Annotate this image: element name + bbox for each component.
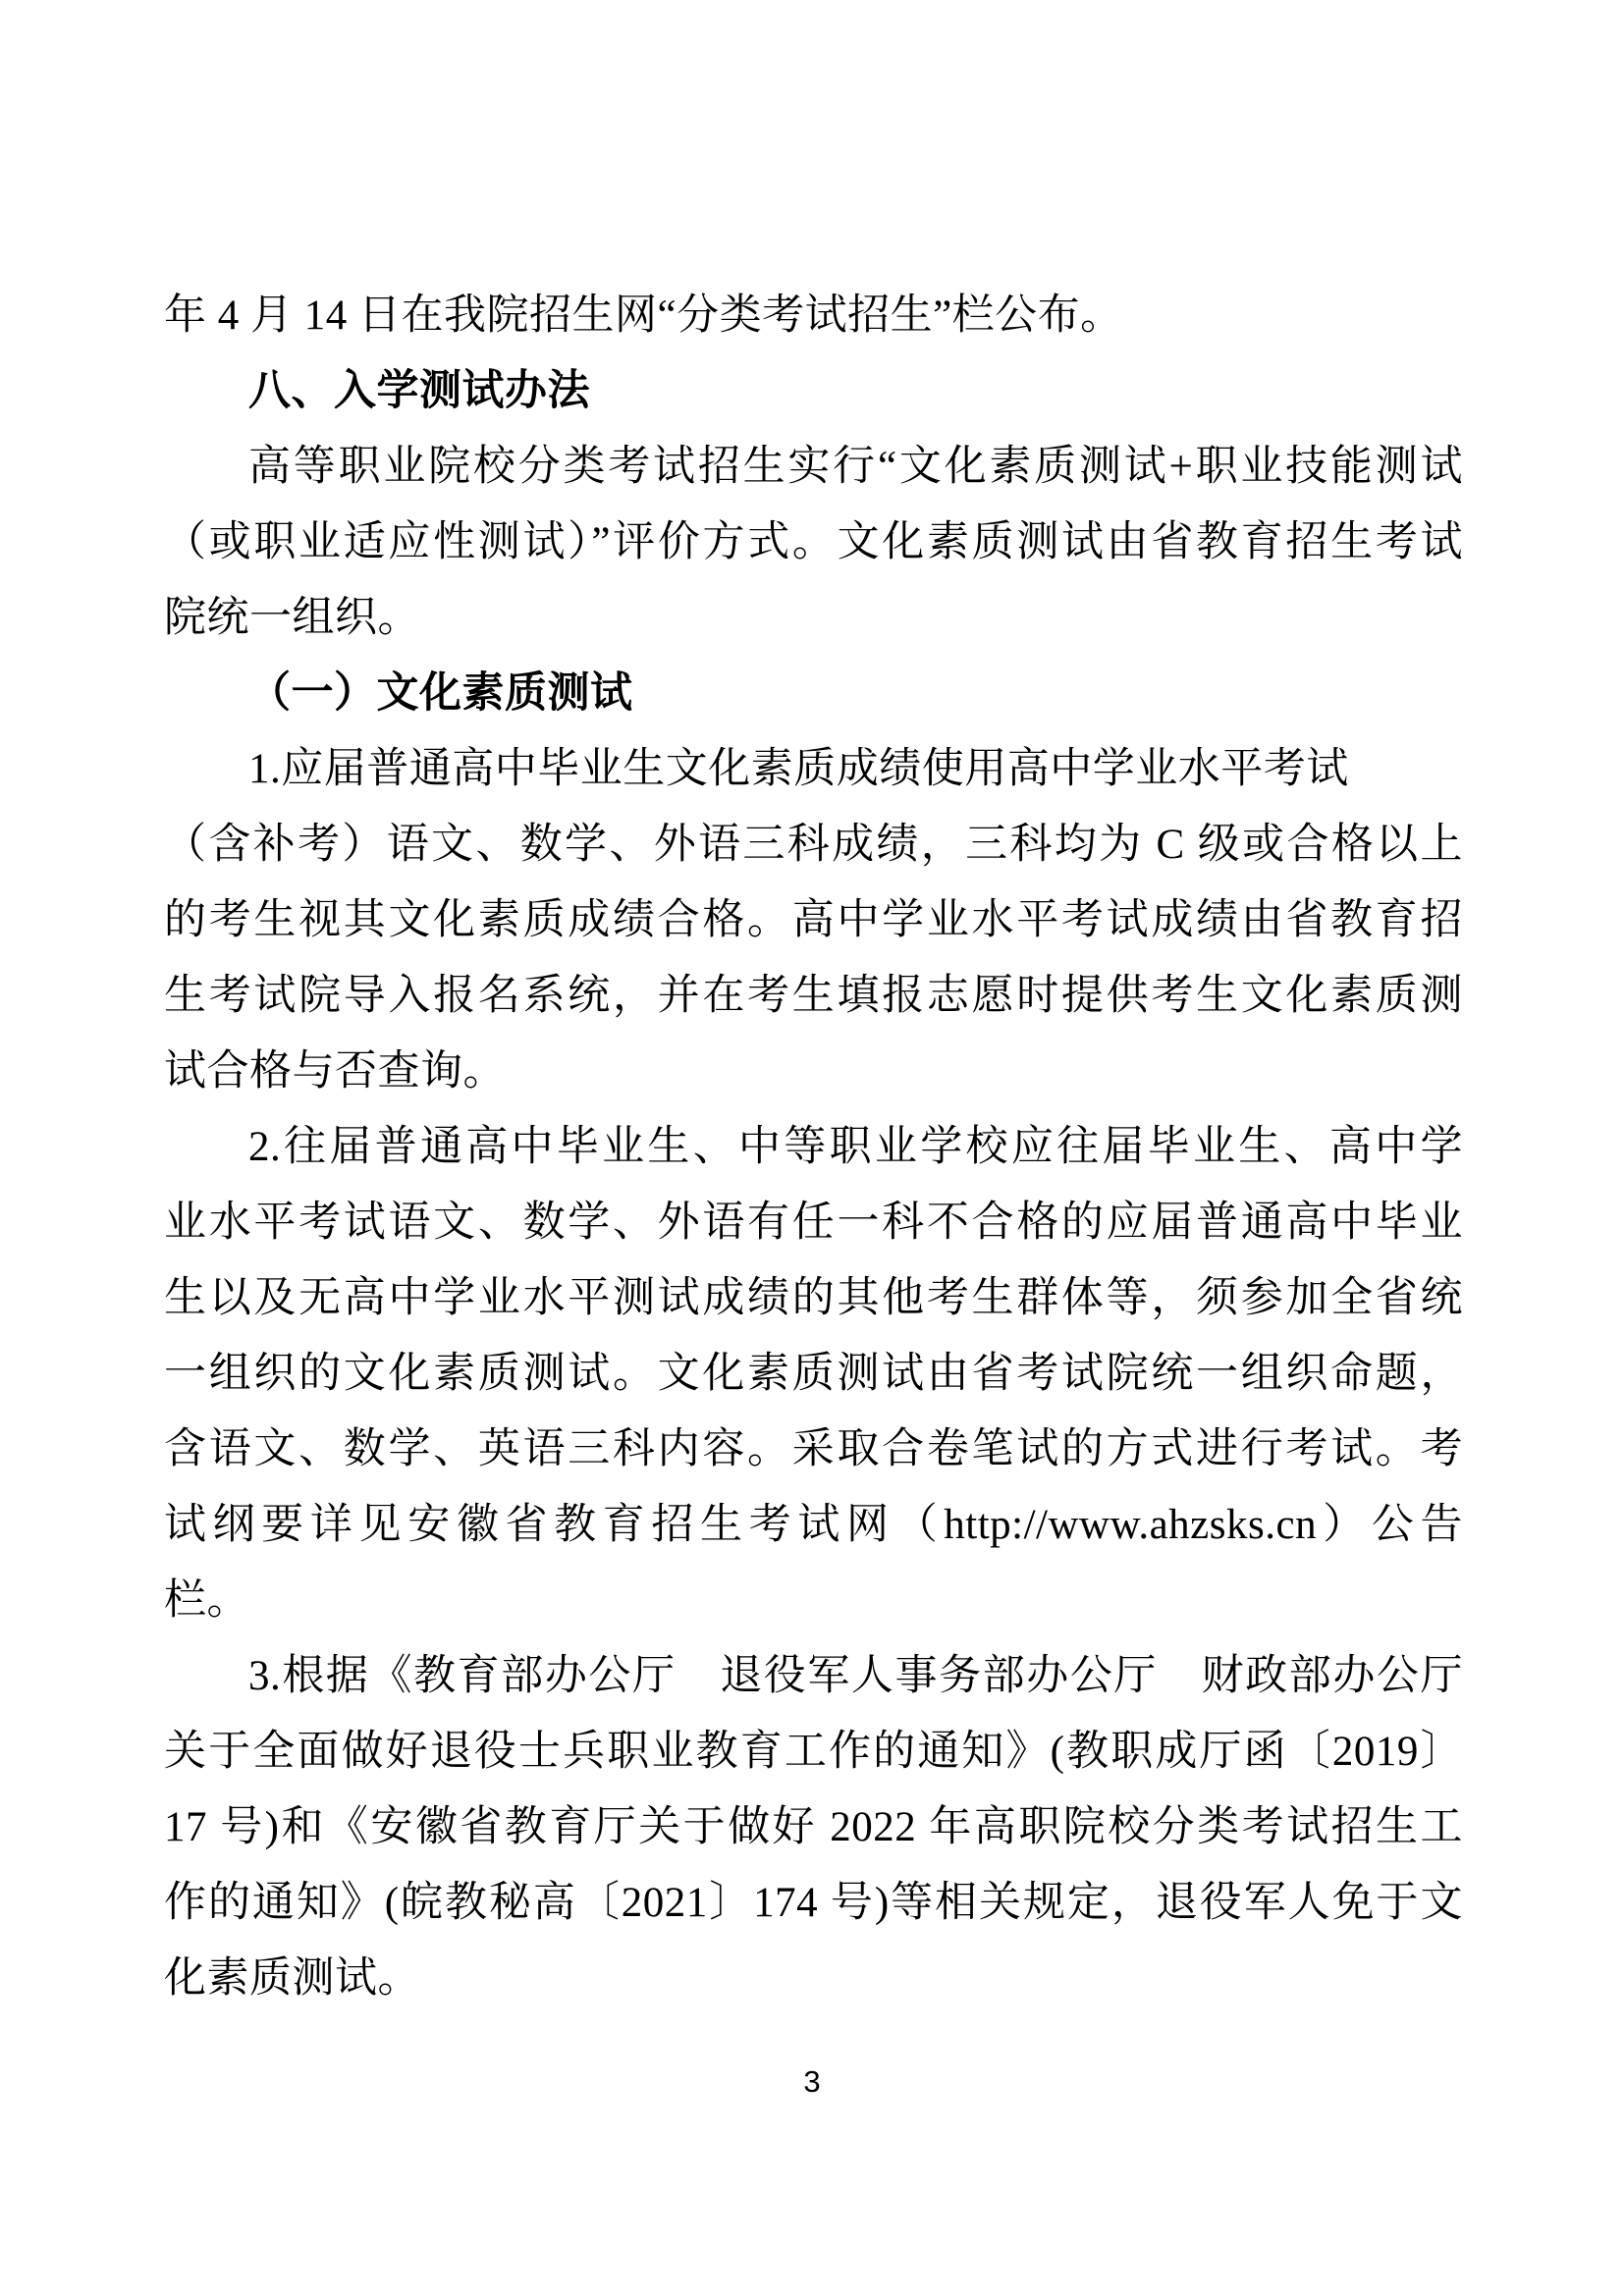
paragraph-line: 试纲要详见安徽省教育招生考试网（http://www.ahzsks.cn）公告: [164, 1502, 1463, 1548]
paragraph-line: 2.往届普通高中毕业生、中等职业学校应往届毕业生、高中学: [248, 1124, 1463, 1170]
paragraph-line: 院统一组织。: [164, 595, 420, 641]
page-number: 3: [803, 2064, 821, 2099]
paragraph-line: 的考生视其文化素质成绩合格。高中学业水平考试成绩由省教育招: [164, 897, 1463, 943]
paragraph-line: （含补考）语文、数学、外语三科成绩，三科均为 C 级或合格以上: [164, 822, 1463, 868]
paragraph-line: 化素质测试。: [164, 1955, 420, 2002]
paragraph-line: 17 号)和《安徽省教育厅关于做好 2022 年高职院校分类考试招生工: [164, 1804, 1463, 1850]
paragraph-line: 1.应届普通高中毕业生文化素质成绩使用高中学业水平考试: [248, 746, 1349, 792]
paragraph-line: 关于全面做好退役士兵职业教育工作的通知》(教职成厅函〔2019〕: [164, 1729, 1463, 1775]
paragraph-line: 栏。: [164, 1577, 249, 1624]
paragraph-line: 试合格与否查询。: [164, 1048, 506, 1095]
document-content: [164, 278, 1463, 2016]
paragraph-line: 作的通知》(皖教秘高〔2021〕174 号)等相关规定，退役军人免于文: [164, 1880, 1463, 1926]
paragraph-line: 一组织的文化素质测试。文化素质测试由省考试院统一组织命题，: [164, 1351, 1463, 1397]
paragraph-line: 生考试院导入报名系统，并在考生填报志愿时提供考生文化素质测: [164, 973, 1463, 1019]
paragraph-line: 3.根据《教育部办公厅 退役军人事务部办公厅 财政部办公厅: [248, 1653, 1463, 1699]
paragraph-line: 高等职业院校分类考试招生实行“文化素质测试+职业技能测试: [248, 444, 1463, 490]
section-heading-8: 八、入学测试办法: [248, 368, 590, 414]
paragraph-line: （或职业适应性测试）”评价方式。文化素质测试由省教育招生考试: [164, 519, 1463, 565]
paragraph-line: 年 4 月 14 日在我院招生网“分类考试招生”栏公布。: [164, 293, 1123, 339]
subsection-heading-1: （一）文化素质测试: [248, 670, 633, 717]
paragraph-line: 含语文、数学、英语三科内容。采取合卷笔试的方式进行考试。考: [164, 1426, 1463, 1472]
paragraph-line: 生以及无高中学业水平测试成绩的其他考生群体等，须参加全省统: [164, 1275, 1463, 1321]
paragraph-line: 业水平考试语文、数学、外语有任一科不合格的应届普通高中毕业: [164, 1200, 1463, 1246]
